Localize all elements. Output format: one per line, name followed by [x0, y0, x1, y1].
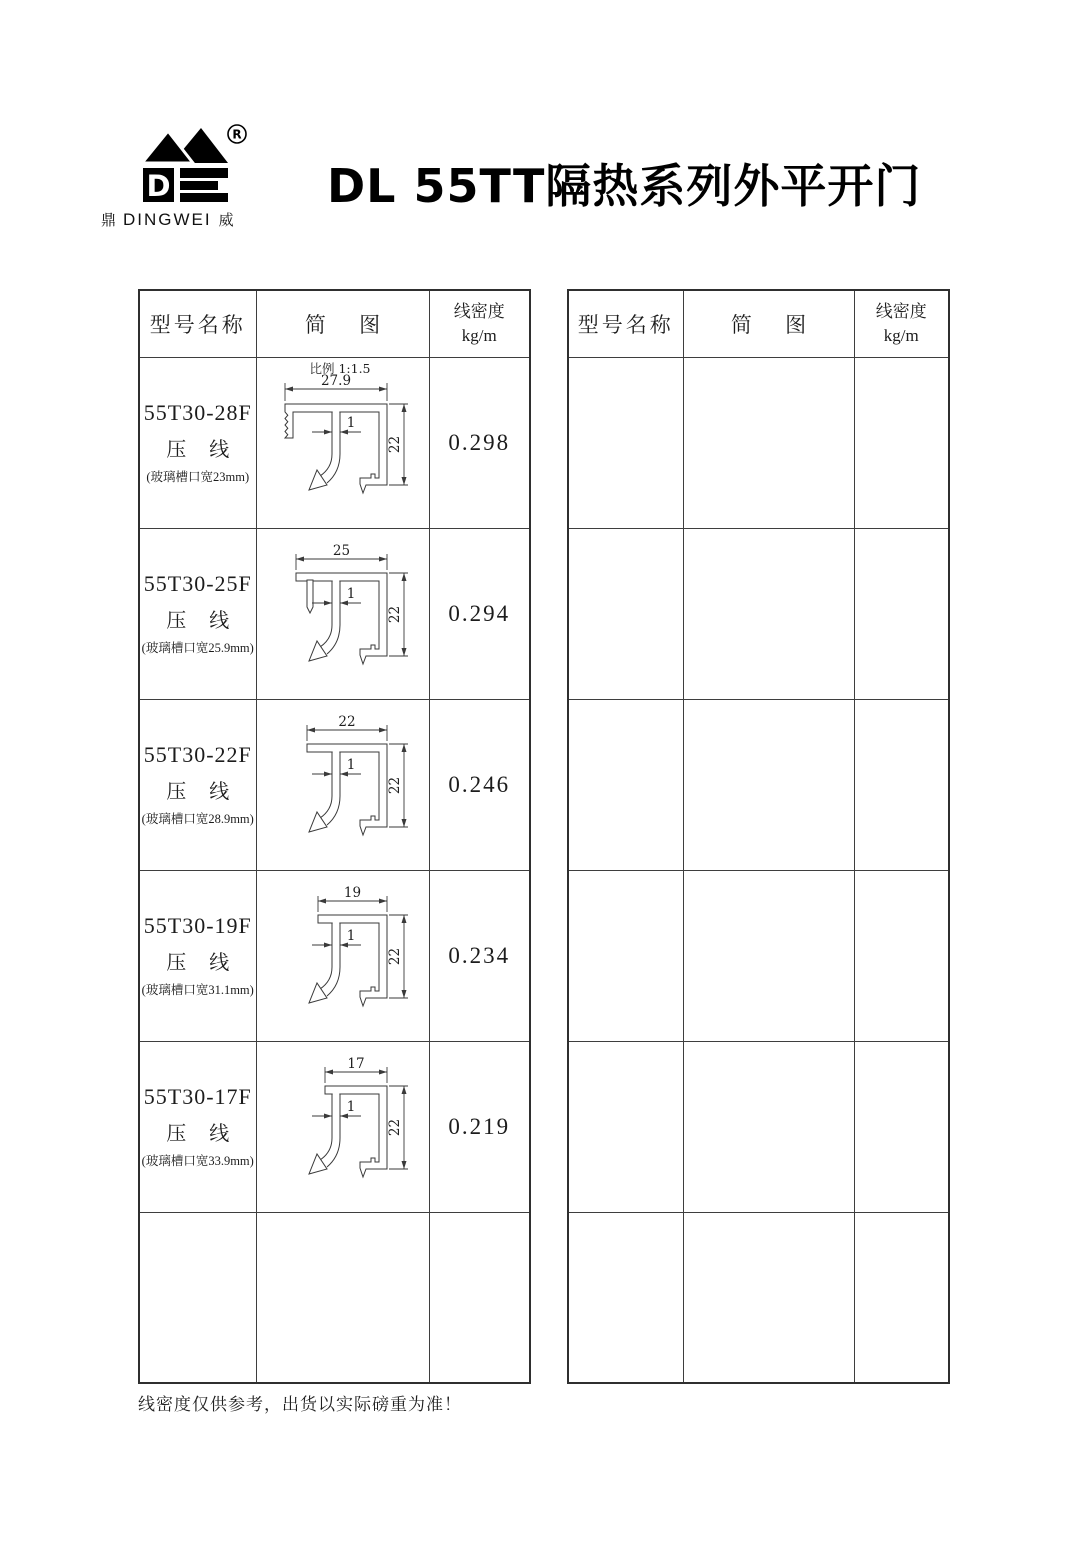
svg-text:22: 22 — [386, 947, 403, 965]
table-row — [139, 357, 530, 528]
header-density-unit: kg/m — [883, 325, 919, 345]
svg-text:1: 1 — [346, 414, 355, 431]
table-header-row — [568, 290, 949, 357]
logo-cn-left: 鼎 — [101, 213, 117, 229]
dingwei-logo-icon — [136, 118, 252, 214]
svg-text:1: 1 — [346, 927, 355, 944]
header-density — [854, 290, 949, 357]
header-density-label: 线密度 — [453, 301, 505, 321]
density-cell: 0.298 — [429, 357, 530, 528]
empty-cell — [256, 1212, 429, 1383]
table-row — [139, 1041, 530, 1212]
empty-cell — [683, 1212, 854, 1383]
empty-cell — [568, 699, 683, 870]
empty-cell — [568, 528, 683, 699]
table-row — [139, 870, 530, 1041]
model-name: 55T30-19F — [143, 913, 252, 938]
density-cell: 0.219 — [429, 1041, 530, 1212]
table-row — [568, 1041, 949, 1212]
empty-cell — [568, 870, 683, 1041]
table-row — [139, 1212, 530, 1383]
svg-text:25: 25 — [332, 542, 350, 559]
empty-cell — [568, 357, 683, 528]
density-cell: 0.294 — [429, 528, 530, 699]
diagram-cell — [256, 357, 429, 528]
model-note: (玻璃槽口宽23mm) — [146, 470, 250, 484]
diagram-cell — [256, 1041, 429, 1212]
svg-text:22: 22 — [386, 776, 403, 794]
model-cell — [139, 870, 256, 1041]
table-header-row — [139, 290, 530, 357]
svg-text:22: 22 — [386, 435, 403, 453]
profile-diagram — [257, 529, 429, 699]
empty-cell — [854, 870, 949, 1041]
model-cell — [139, 1041, 256, 1212]
model-category: 压 线 — [166, 610, 239, 632]
table-row — [568, 528, 949, 699]
header-diagram: 简 图 — [256, 290, 429, 357]
model-cell — [139, 357, 256, 528]
empty-cell — [683, 699, 854, 870]
svg-text:27.9: 27.9 — [320, 372, 351, 389]
model-note: (玻璃槽口宽25.9mm) — [141, 641, 254, 655]
svg-text:19: 19 — [343, 884, 361, 901]
profile-diagram — [257, 358, 429, 528]
header-density-label: 线密度 — [875, 301, 927, 321]
table-row — [568, 699, 949, 870]
table-row — [568, 1212, 949, 1383]
model-cell — [139, 528, 256, 699]
model-note: (玻璃槽口宽31.1mm) — [141, 983, 254, 997]
empty-cell — [568, 1041, 683, 1212]
model-category: 压 线 — [166, 1123, 239, 1145]
empty-cell — [854, 699, 949, 870]
model-cell — [139, 699, 256, 870]
header-density-unit: kg/m — [461, 325, 497, 345]
model-name: 55T30-17F — [143, 1084, 252, 1109]
model-note: (玻璃槽口宽33.9mm) — [141, 1154, 254, 1168]
table-row — [568, 870, 949, 1041]
model-category: 压 线 — [166, 439, 239, 461]
empty-cell — [683, 357, 854, 528]
header-model: 型号名称 — [139, 290, 256, 357]
svg-text:17: 17 — [346, 1055, 365, 1072]
page-title: DL 55TT隔热系列外平开门 — [327, 159, 922, 213]
density-cell: 0.234 — [429, 870, 530, 1041]
table-row — [139, 528, 530, 699]
svg-text:22: 22 — [337, 713, 356, 730]
logo-wordmark — [101, 209, 261, 230]
empty-cell — [683, 528, 854, 699]
table-row — [568, 357, 949, 528]
header-model: 型号名称 — [568, 290, 683, 357]
svg-text:1: 1 — [346, 1098, 355, 1115]
profile-table-left — [138, 289, 531, 1384]
diagram-cell — [256, 528, 429, 699]
diagram-cell — [256, 870, 429, 1041]
model-note: (玻璃槽口宽28.9mm) — [141, 812, 254, 826]
svg-text:1: 1 — [346, 756, 355, 773]
model-name: 55T30-25F — [143, 571, 252, 596]
svg-text:1: 1 — [346, 585, 355, 602]
svg-text:22: 22 — [386, 605, 403, 623]
empty-cell — [854, 528, 949, 699]
empty-cell — [854, 357, 949, 528]
empty-cell — [683, 1041, 854, 1212]
logo-latin: DINGWEI — [123, 210, 212, 229]
footnote: 线密度仅供参考，出货以实际磅重为准！ — [138, 1395, 462, 1414]
empty-cell — [683, 870, 854, 1041]
diagram-cell — [256, 699, 429, 870]
logo-cn-right: 威 — [218, 213, 234, 229]
profile-diagram — [257, 700, 429, 870]
model-name: 55T30-28F — [143, 400, 252, 425]
empty-cell — [854, 1041, 949, 1212]
header-diagram: 简 图 — [683, 290, 854, 357]
profile-diagram — [257, 871, 429, 1041]
logo-letter-d: D — [146, 169, 171, 203]
svg-text:22: 22 — [386, 1118, 403, 1136]
profile-diagram — [257, 1042, 429, 1212]
empty-cell — [568, 1212, 683, 1383]
registered-mark: R — [232, 127, 242, 142]
svg-text:比例 1:1.5: 比例 1:1.5 — [308, 360, 371, 376]
table-row — [139, 699, 530, 870]
empty-cell — [854, 1212, 949, 1383]
empty-cell — [429, 1212, 530, 1383]
header-density — [429, 290, 530, 357]
model-category: 压 线 — [166, 781, 239, 803]
model-name: 55T30-22F — [143, 742, 252, 767]
density-cell: 0.246 — [429, 699, 530, 870]
empty-cell — [139, 1212, 256, 1383]
profile-table-right — [567, 289, 950, 1384]
model-category: 压 线 — [166, 952, 239, 974]
